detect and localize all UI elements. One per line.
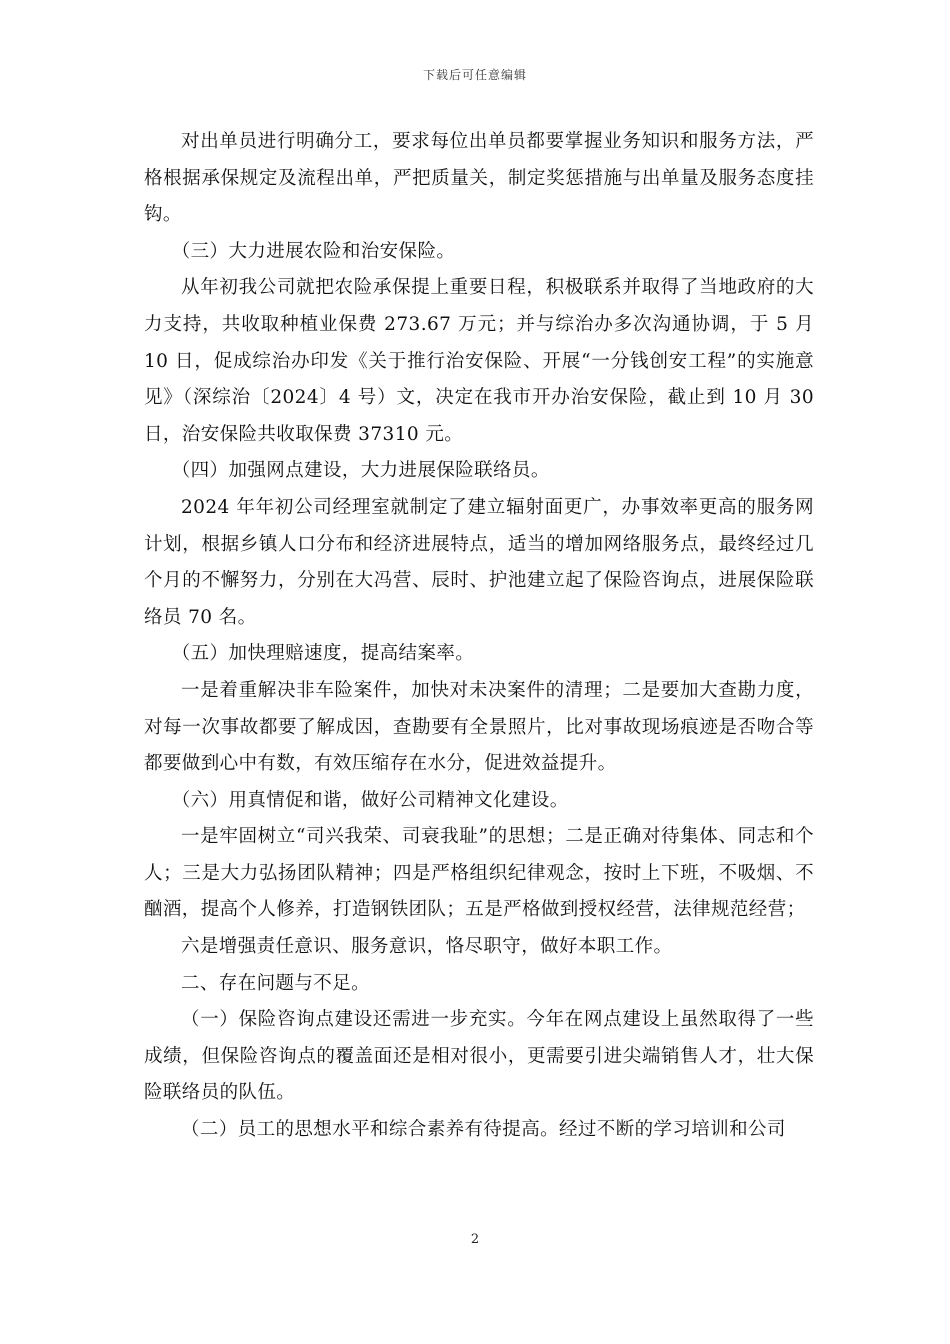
paragraph-culture-building: 一是牢固树立“司兴我荣、司衰我耻”的思想；二是正确对待集体、同志和个人；三是大力弘扬团队精神；四是严格组织纪律观念，按时上下班，不吸烟、不酗酒，提高个人修养，打造钢铁团队；五是严格做到授权经营，法律规范经营； — [144, 826, 814, 921]
page-header: 下载后可任意编辑 — [422, 68, 527, 82]
paragraph-agri-insurance: 从年初我公司就把农险承保提上重要日程，积极联系并取得了当地政府的大力支持，共收取种植业保费 273.67 万元；并与综治办多次沟通协调，于 5 月 10 日，促成综治办印发《关于推行治安保险、开展“一分钱创安工程”的实施意见》（深综治〔2024〕4 号）文，决定在我市开办治安保险，截止到 10 月 30 日，治安保险共收取保费 37310 元。 — [144, 277, 814, 445]
section-heading-4: （四）加强网点建设，大力进展保险联络员。 — [171, 460, 550, 482]
section-heading-5: （五）加快理赔速度，提高结案率。 — [171, 643, 475, 665]
paragraph-staff-division: 对出单员进行明确分工，要求每位出单员都要掌握业务知识和服务方法，严格根据承保规定及流程出单，严把质量关，制定奖惩措施与出单量及服务态度挂钩。 — [144, 131, 814, 226]
paragraph-responsibility: 六是增强责任意识、服务意识，恪尽职守，做好本职工作。 — [181, 936, 673, 958]
section-heading-problems: 二、存在问题与不足。 — [181, 972, 371, 994]
document-body — [144, 124, 814, 1149]
paragraph-problem-2: （二）员工的思想水平和综合素养有待提高。经过不断的学习培训和公司 — [181, 1119, 786, 1141]
paragraph-network-building: 2024 年年初公司经理室就制定了建立辐射面更广，办事效率更高的服务网计划，根据乡镇人口分布和经济进展特点，适当的增加网络服务点，最终经过几个月的不懈努力，分别在大冯营、辰时、护池建立起了保险咨询点，进展保险联络员 70 名。 — [144, 496, 814, 628]
paragraph-problem-1: （一）保险咨询点建设还需进一步充实。今年在网点建设上虽然取得了一些成绩，但保险咨询点的覆盖面还是相对很小，更需要引进尖端销售人才，壮大保险联络员的队伍。 — [144, 1009, 814, 1104]
paragraph-claims-speed: 一是着重解决非车险案件，加快对未决案件的清理；二是要加大查勘力度，对每一次事故都要了解成因，查勘要有全景照片，比对事故现场痕迹是否吻合等都要做到心中有数，有效压缩存在水分，促进效益提升。 — [144, 679, 814, 775]
page-number: 2 — [470, 1232, 480, 1247]
section-heading-3: （三）大力进展农险和治安保险。 — [171, 240, 456, 262]
section-heading-6: （六）用真情促和谐，做好公司精神文化建设。 — [171, 789, 569, 811]
